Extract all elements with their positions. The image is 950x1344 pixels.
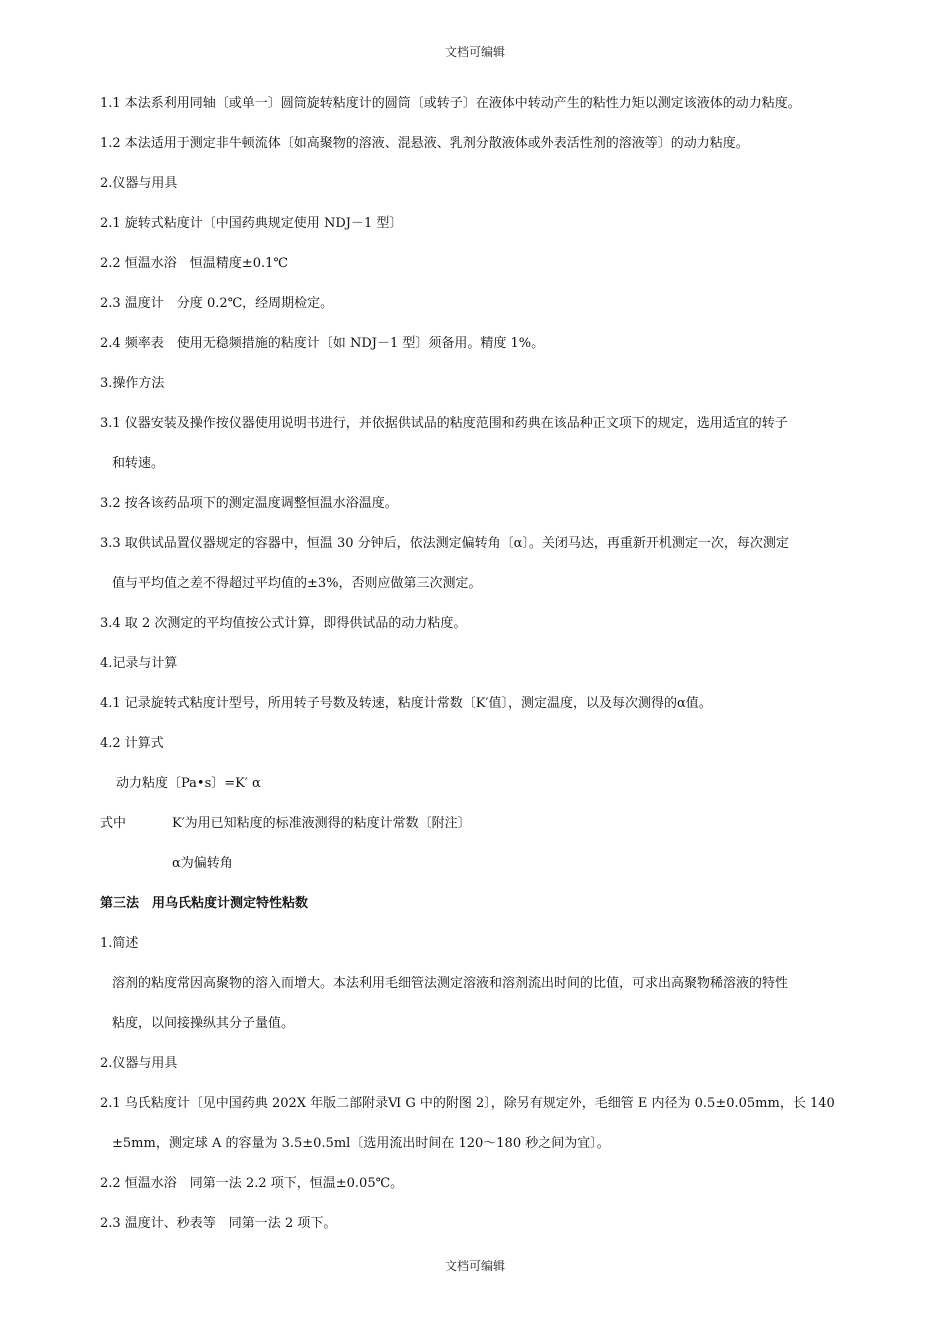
text-line: 3.3 取供试品置仪器规定的容器中，恒温 30 分钟后，依法测定偏转角〔α〕。关闭马达，再重新开机测定一次，每次测定 — [100, 536, 789, 551]
section-heading: 3.操作方法 — [100, 376, 165, 391]
section-heading: 1.简述 — [100, 936, 139, 951]
text-line-continuation: ±5mm，测定球 A 的容量为 3.5±0.5ml〔选用流出时间在 120～180 秒之间为宜〕。 — [112, 1136, 610, 1151]
text-line: 2.3 温度计 分度 0.2℃，经周期检定。 — [100, 296, 334, 311]
section-heading: 2.仪器与用具 — [100, 1056, 178, 1071]
text-line: 3.4 取 2 次测定的平均值按公式计算，即得供试品的动力粘度。 — [100, 616, 467, 631]
text-line: 4.2 计算式 — [100, 736, 164, 751]
formula-variable-definition: K′为用已知粘度的标准液测得的粘度计常数〔附注〕 — [172, 816, 471, 831]
formula-where-label: 式中 — [100, 816, 127, 831]
text-line: 3.1 仪器安装及操作按仪器使用说明书进行，并依据供试品的粘度范围和药典在该品种正文项下的规定，选用适宜的转子 — [100, 416, 788, 431]
text-line: 3.2 按各该药品项下的测定温度调整恒温水浴温度。 — [100, 496, 398, 511]
text-line: 1.2 本法适用于测定非牛顿流体〔如高聚物的溶液、混悬液、乳剂分散液体或外表活性剂的溶液等〕的动力粘度。 — [100, 136, 749, 151]
page-footer: 文档可编辑 — [444, 1259, 505, 1273]
text-line: 2.1 旋转式粘度计〔中国药典规定使用 NDJ－1 型〕 — [100, 216, 403, 231]
text-line: 1.1 本法系利用同轴〔或单一〕圆筒旋转粘度计的圆筒〔或转子〕在液体中转动产生的粘性力矩以测定该液体的动力粘度。 — [100, 96, 801, 111]
text-line: 溶剂的粘度常因高聚物的溶入而增大。本法利用毛细管法测定溶液和溶剂流出时间的比值，可求出高聚物稀溶液的特性 — [112, 976, 789, 991]
method-heading: 第三法 用乌氏粘度计测定特性粘数 — [100, 896, 309, 911]
formula: 动力粘度〔Pa•s〕=K′ α — [116, 776, 261, 791]
section-heading: 2.仪器与用具 — [100, 176, 178, 191]
page-header: 文档可编辑 — [444, 45, 505, 59]
section-heading: 4.记录与计算 — [100, 656, 178, 671]
formula-variable-definition: α为偏转角 — [172, 856, 233, 871]
text-line: 2.1 乌氏粘度计〔见中国药典 202X 年版二部附录Ⅵ G 中的附图 2〕，除另有规定外，毛细管 E 内径为 0.5±0.05mm，长 140 — [100, 1096, 835, 1111]
text-line: 2.4 频率表 使用无稳频措施的粘度计〔如 NDJ－1 型〕须备用。精度 1%。 — [100, 336, 545, 351]
text-line: 4.1 记录旋转式粘度计型号，所用转子号数及转速，粘度计常数〔K′值〕，测定温度，以及每次测得的α值。 — [100, 696, 712, 711]
text-line: 2.3 温度计、秒表等 同第一法 2 项下。 — [100, 1216, 337, 1231]
text-line-continuation: 和转速。 — [112, 456, 165, 471]
text-line: 2.2 恒温水浴 恒温精度±0.1℃ — [100, 256, 288, 271]
text-line-continuation: 值与平均值之差不得超过平均值的±3%，否则应做第三次测定。 — [112, 576, 482, 591]
text-line: 2.2 恒温水浴 同第一法 2.2 项下，恒温±0.05℃。 — [100, 1176, 404, 1191]
text-line-continuation: 粘度，以间接操纵其分子量值。 — [112, 1016, 295, 1031]
